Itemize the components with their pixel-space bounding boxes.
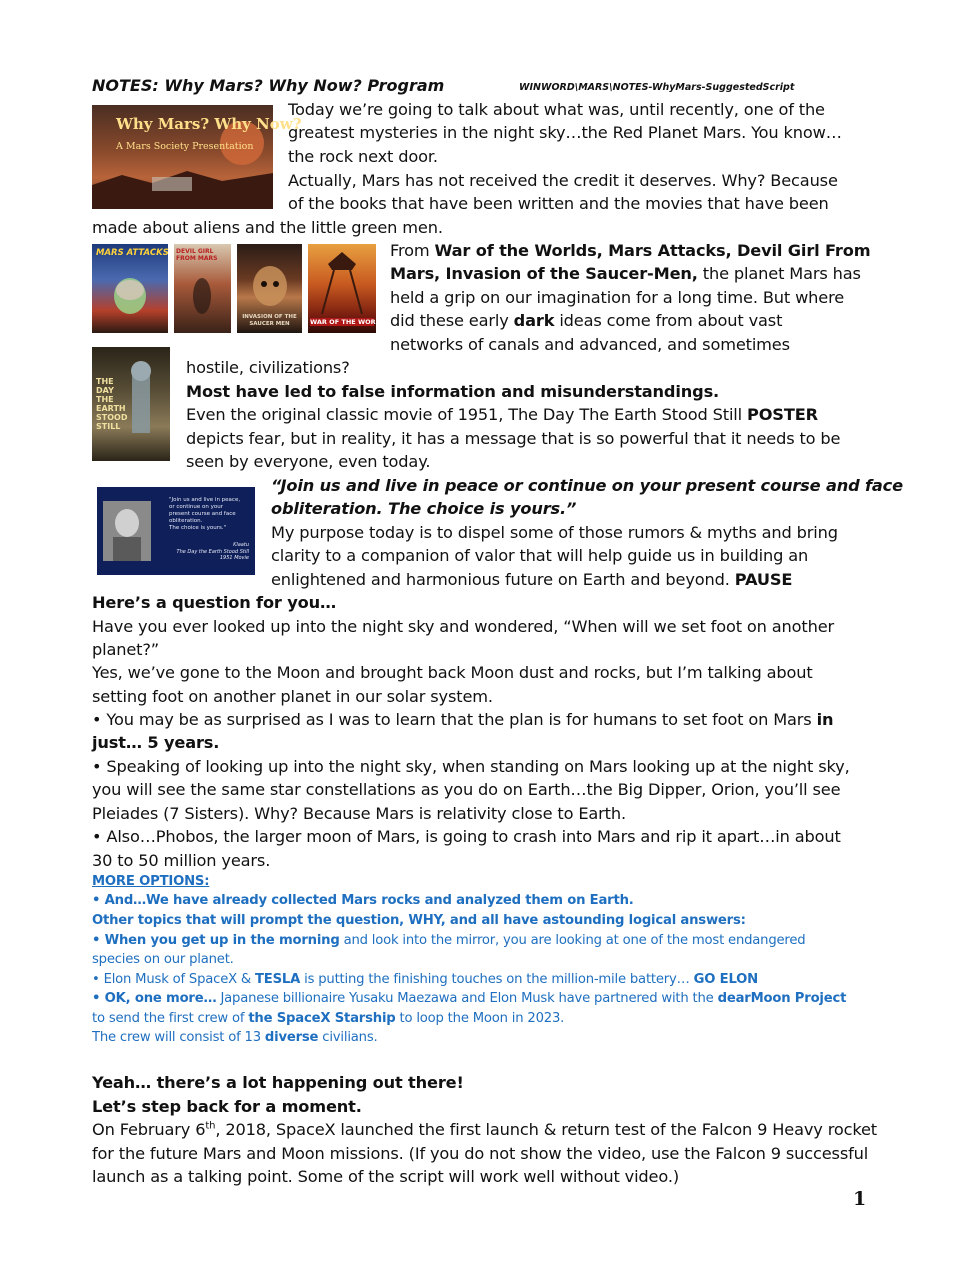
poster-label: WAR OF THE WORLDS [310, 318, 390, 326]
options-line6 [92, 989, 846, 1009]
para2-line4 [390, 309, 782, 332]
quote-image-line: present course and face [169, 511, 236, 517]
more-options-heading: MORE OPTIONS: [92, 874, 210, 889]
bullet1-line2: just… 5 years. [92, 733, 220, 752]
quote-image-attribution [177, 542, 249, 562]
options-line4: species on our planet. [92, 952, 234, 967]
file-path: WINWORD\MARS\NOTES-WhyMars-SuggestedScript [519, 82, 795, 93]
mars-attacks-poster [92, 244, 168, 333]
para2-line8-a: Even the original classic movie of 1951, The Day The Earth Stood Still [186, 405, 747, 424]
para2-line7-bold: Most have led to false information and misunderstandings. [186, 382, 720, 401]
movie-titles-bold: War of the Worlds, Mars Attacks, Devil Girl From [434, 241, 871, 260]
closing-line3-a: On February 6 [92, 1120, 206, 1139]
bullet2-line2: you will see the same star constellations as you do on Earth…the Big Dipper, Orion, you’ll see [92, 780, 841, 799]
para1-line5: of the books that have been written and the movies that have been [288, 194, 829, 213]
para2-line2-b: the planet Mars has [697, 264, 861, 283]
para2-line5: networks of canals and advanced, and sometimes [390, 335, 790, 354]
para2-line2 [390, 262, 861, 285]
question-line4: setting foot on another planet in our solar system. [92, 687, 493, 706]
quote-line2: obliteration. The choice is yours.” [271, 499, 577, 518]
saucer-men-poster [237, 244, 302, 333]
bullet1-b: in [816, 710, 834, 729]
quote-image-text [169, 497, 240, 532]
bullet1-line1 [92, 708, 833, 731]
options-line8-a: The crew will consist of 13 [92, 1030, 265, 1045]
options-line2: Other topics that will prompt the question, WHY, and all have astounding logical answers: [92, 913, 746, 928]
go-elon-bold: GO ELON [693, 972, 759, 987]
bullet1-a: • You may be as surprised as I was to learn that the plan is for humans to set foot on Mars [92, 710, 817, 729]
devil-girl-poster [174, 244, 231, 333]
para2-line9: depicts fear, but in reality, it has a message that is so powerful that it needs to be [186, 429, 841, 448]
para1-line1: Today we’re going to talk about what was, until recently, one of the [288, 100, 825, 119]
dearmoon-bold: dearMoon Project [717, 991, 847, 1006]
para2-line4-a: did these early [390, 311, 514, 330]
para2-line6: hostile, civilizations? [186, 358, 350, 377]
para2-line8 [186, 403, 818, 426]
question-heading: Here’s a question for you… [92, 593, 337, 612]
question-line3: Yes, we’ve gone to the Moon and brought back Moon dust and rocks, but I’m talking about [92, 663, 813, 682]
day-earth-stood-still-poster [92, 347, 170, 461]
why-mars-title-image [92, 105, 302, 209]
para1-line3: the rock next door. [288, 147, 438, 166]
attribution-source: The Day the Earth Stood Still [176, 548, 249, 555]
quote-image-line: "Join us and live in peace, [169, 497, 241, 503]
quote-image-line: or continue on your [169, 504, 224, 510]
tesla-bold: TESLA [255, 972, 301, 987]
bullet3-line2: 30 to 50 million years. [92, 851, 271, 870]
options-line5-c: is putting the finishing touches on the million-mile battery… [300, 972, 694, 987]
para2-line4-c: ideas come from about vast [554, 311, 783, 330]
options-line7-c: to loop the Moon in 2023. [395, 1011, 565, 1026]
bullet3-line1: • Also…Phobos, the larger moon of Mars, is going to crash into Mars and rip it apart…in about [92, 827, 841, 846]
options-line5 [92, 970, 758, 990]
image-subtitle-text: A Mars Society Presentation [116, 141, 254, 152]
para2-line1-a: From [390, 241, 435, 260]
bullet2-line3: Pleiades (7 Sisters). Why? Because Mars is relativity close to Earth. [92, 804, 626, 823]
options-line7 [92, 1009, 564, 1029]
options-line7-a: to send the first crew of [92, 1011, 249, 1026]
page-number: 1 [853, 1188, 867, 1210]
dark-bold: dark [513, 311, 555, 330]
para1-line2: greatest mysteries in the night sky…the Red Planet Mars. You know… [288, 123, 842, 142]
closing-line3-b: , 2018, SpaceX launched the first launch & return test of the Falcon 9 Heavy rocket [215, 1120, 877, 1139]
para3-line3-a: enlightened and harmonious future on Earth and beyond. [271, 570, 735, 589]
options-line6-b: Japanese billionaire Yusaku Maezawa and Elon Musk have partnered with the [216, 991, 718, 1006]
question-line1: Have you ever looked up into the night sky and wondered, “When will we set foot on another [92, 617, 835, 636]
movie-titles-bold-2: Mars, Invasion of the Saucer-Men, [390, 264, 698, 283]
quote-image-line: The choice is yours." [169, 525, 227, 531]
para2-line1 [390, 239, 870, 262]
bullet2-line1: • Speaking of looking up into the night sky, when standing on Mars looking up at the night sky, [92, 757, 850, 776]
quote-image-line: obliteration. [169, 518, 203, 524]
starship-bold: the SpaceX Starship [248, 1011, 396, 1026]
para3-line2: clarity to a companion of valor that will help guide us in building an [271, 546, 809, 565]
options-line8 [92, 1028, 378, 1048]
pause-bold: PAUSE [734, 570, 793, 589]
quote-line1: “Join us and live in peace or continue on your present course and face [271, 476, 903, 495]
klaatu-quote-image [97, 487, 255, 575]
closing-line2: Let’s step back for a moment. [92, 1097, 362, 1116]
options-line8-c: civilians. [318, 1030, 378, 1045]
attribution-name: Klaatu [233, 542, 249, 548]
closing-line4: for the future Mars and Moon missions. (If you do not show the video, use the Falcon 9 successful [92, 1144, 869, 1163]
closing-line1: Yeah… there’s a lot happening out there! [92, 1073, 464, 1092]
poster-label: DEVIL GIRL FROM MARS [176, 248, 218, 262]
options-line1: • And…We have already collected Mars rocks and analyzed them on Earth. [92, 893, 634, 908]
closing-line5: launch as a talking point. Some of the script will work well without video.) [92, 1167, 679, 1186]
poster-bold: POSTER [746, 405, 818, 424]
para1-line6: made about aliens and the little green men. [92, 218, 443, 237]
document-title: NOTES: Why Mars? Why Now? Program [92, 76, 445, 95]
question-line2: planet?” [92, 640, 160, 659]
poster-label: THE DAY THE EARTH STOOD STILL [96, 377, 128, 431]
war-of-the-worlds-poster [308, 244, 390, 333]
attribution-year: 1951 Movie [219, 555, 249, 561]
closing-line3 [92, 1118, 877, 1141]
image-title-text: Why Mars? Why Now? [116, 115, 302, 133]
para2-line3: held a grip on our imagination for a long time. But where [390, 288, 845, 307]
options-line3 [92, 931, 805, 951]
para2-line10: seen by everyone, even today. [186, 452, 431, 471]
options-line6-a: • OK, one more… [92, 991, 217, 1006]
diverse-bold: diverse [264, 1030, 319, 1045]
para3-line1: My purpose today is to dispel some of those rumors & myths and bring [271, 523, 838, 542]
poster-label: MARS ATTACKS [96, 248, 169, 258]
options-line3-b: and look into the mirror, you are looking at one of the most endangered [339, 933, 806, 948]
para1-line4: Actually, Mars has not received the credit it deserves. Why? Because [288, 171, 838, 190]
poster-label: INVASION OF THE SAUCER MEN [242, 314, 297, 327]
para3-line3 [271, 568, 792, 591]
superscript-th: th [205, 1120, 216, 1132]
options-line5-a: • Elon Musk of SpaceX & [92, 972, 256, 987]
options-line3-a: • When you get up in the morning [92, 933, 340, 948]
